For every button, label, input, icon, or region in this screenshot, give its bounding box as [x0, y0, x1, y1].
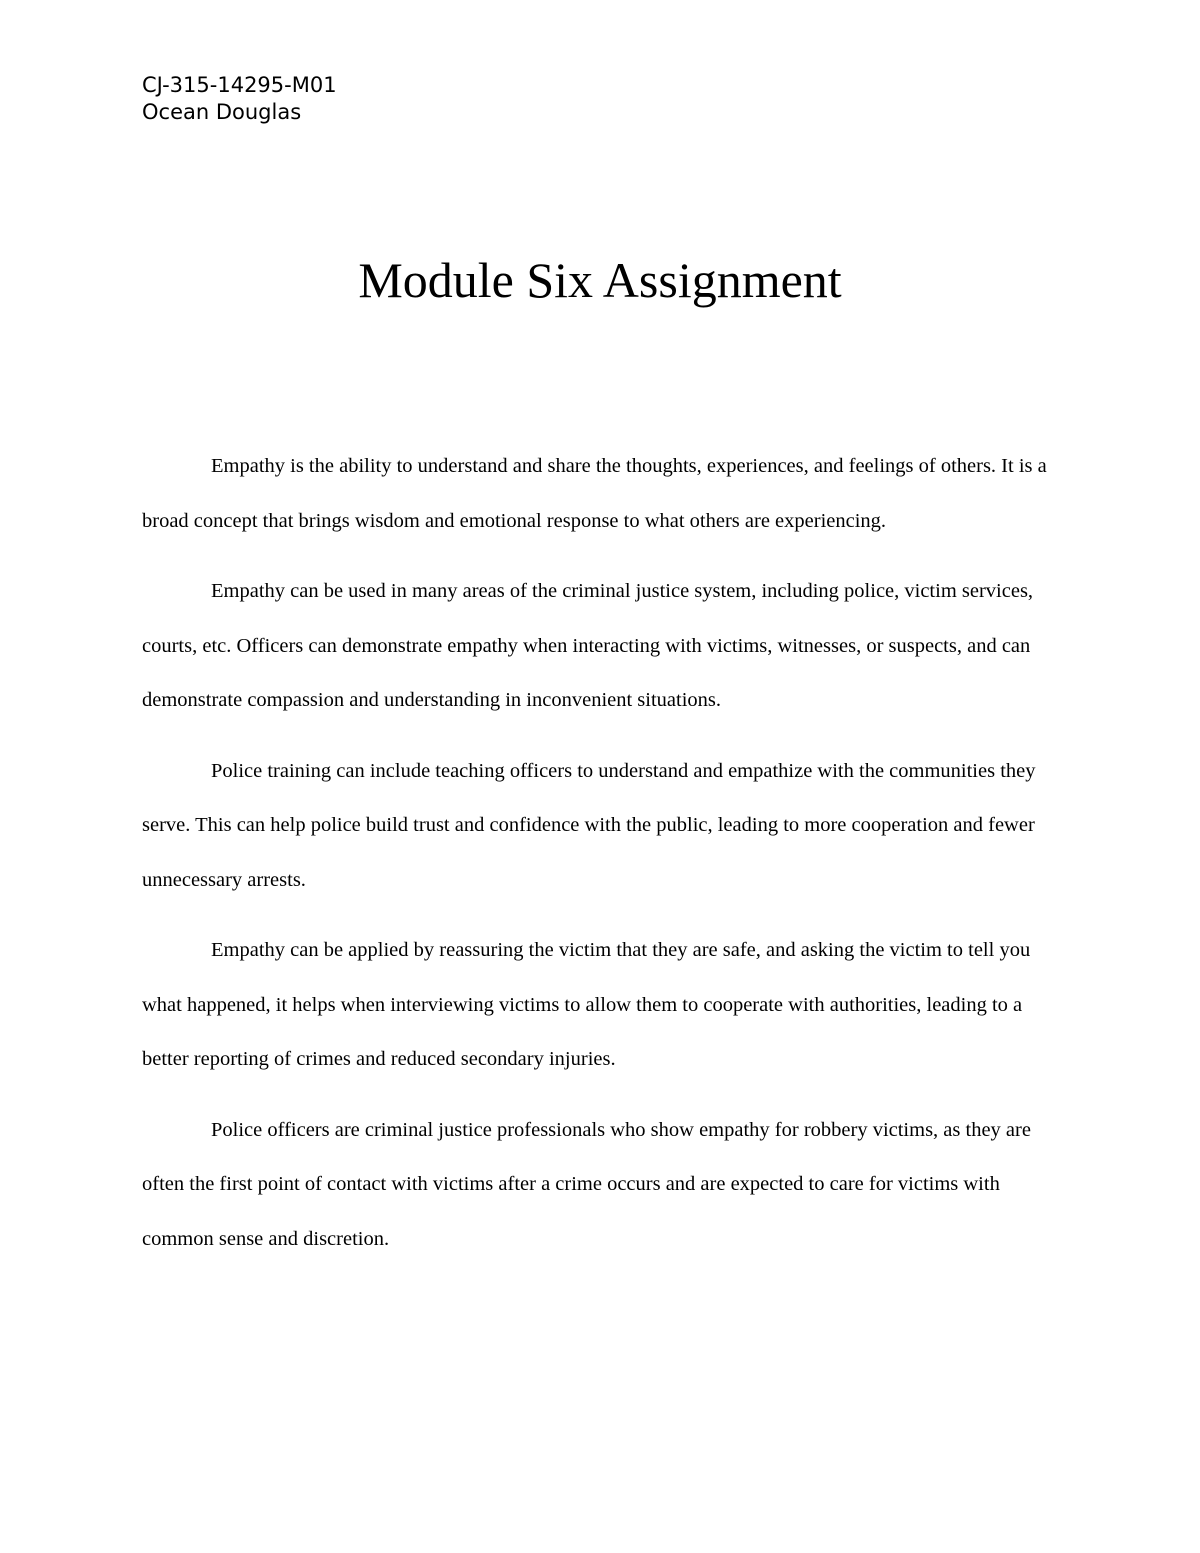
- paragraph-4: Empathy can be applied by reassuring the victim that they are safe, and asking the victim to tell you what happened, it helps when interviewing victims to allow them to cooperate with authorities, leading to a better reporting of crimes and reduced secondary injuries.: [142, 939, 1031, 1070]
- paragraph-5: Police officers are criminal justice professionals who show empathy for robbery victims, as they are often the first point of contact with victims after a crime occurs and are expected to care for victims with common sense and discretion.: [142, 1118, 1031, 1250]
- paragraph-1: Empathy is the ability to understand and share the thoughts, experiences, and feelings of others. It is a broad concept that brings wisdom and emotional response to what others are experiencing.: [142, 455, 1047, 532]
- document-body: [142, 439, 1062, 1282]
- document-title: Module Six Assignment: [358, 252, 842, 308]
- author-name: Ocean Douglas: [142, 100, 302, 124]
- course-code: CJ-315-14295-M01: [142, 73, 337, 97]
- document-header: [142, 72, 337, 126]
- paragraph-3: Police training can include teaching officers to understand and empathize with the communities they serve. This can help police build trust and confidence with the public, leading to more cooperation and fewer unnecessary arrests.: [142, 759, 1036, 891]
- paragraph-2: Empathy can be used in many areas of the criminal justice system, including police, victim services, courts, etc. Officers can demonstrate empathy when interacting with victims, witnesses, or suspects, and can demonstrate compassion and understanding in inconvenient situations.: [142, 580, 1034, 711]
